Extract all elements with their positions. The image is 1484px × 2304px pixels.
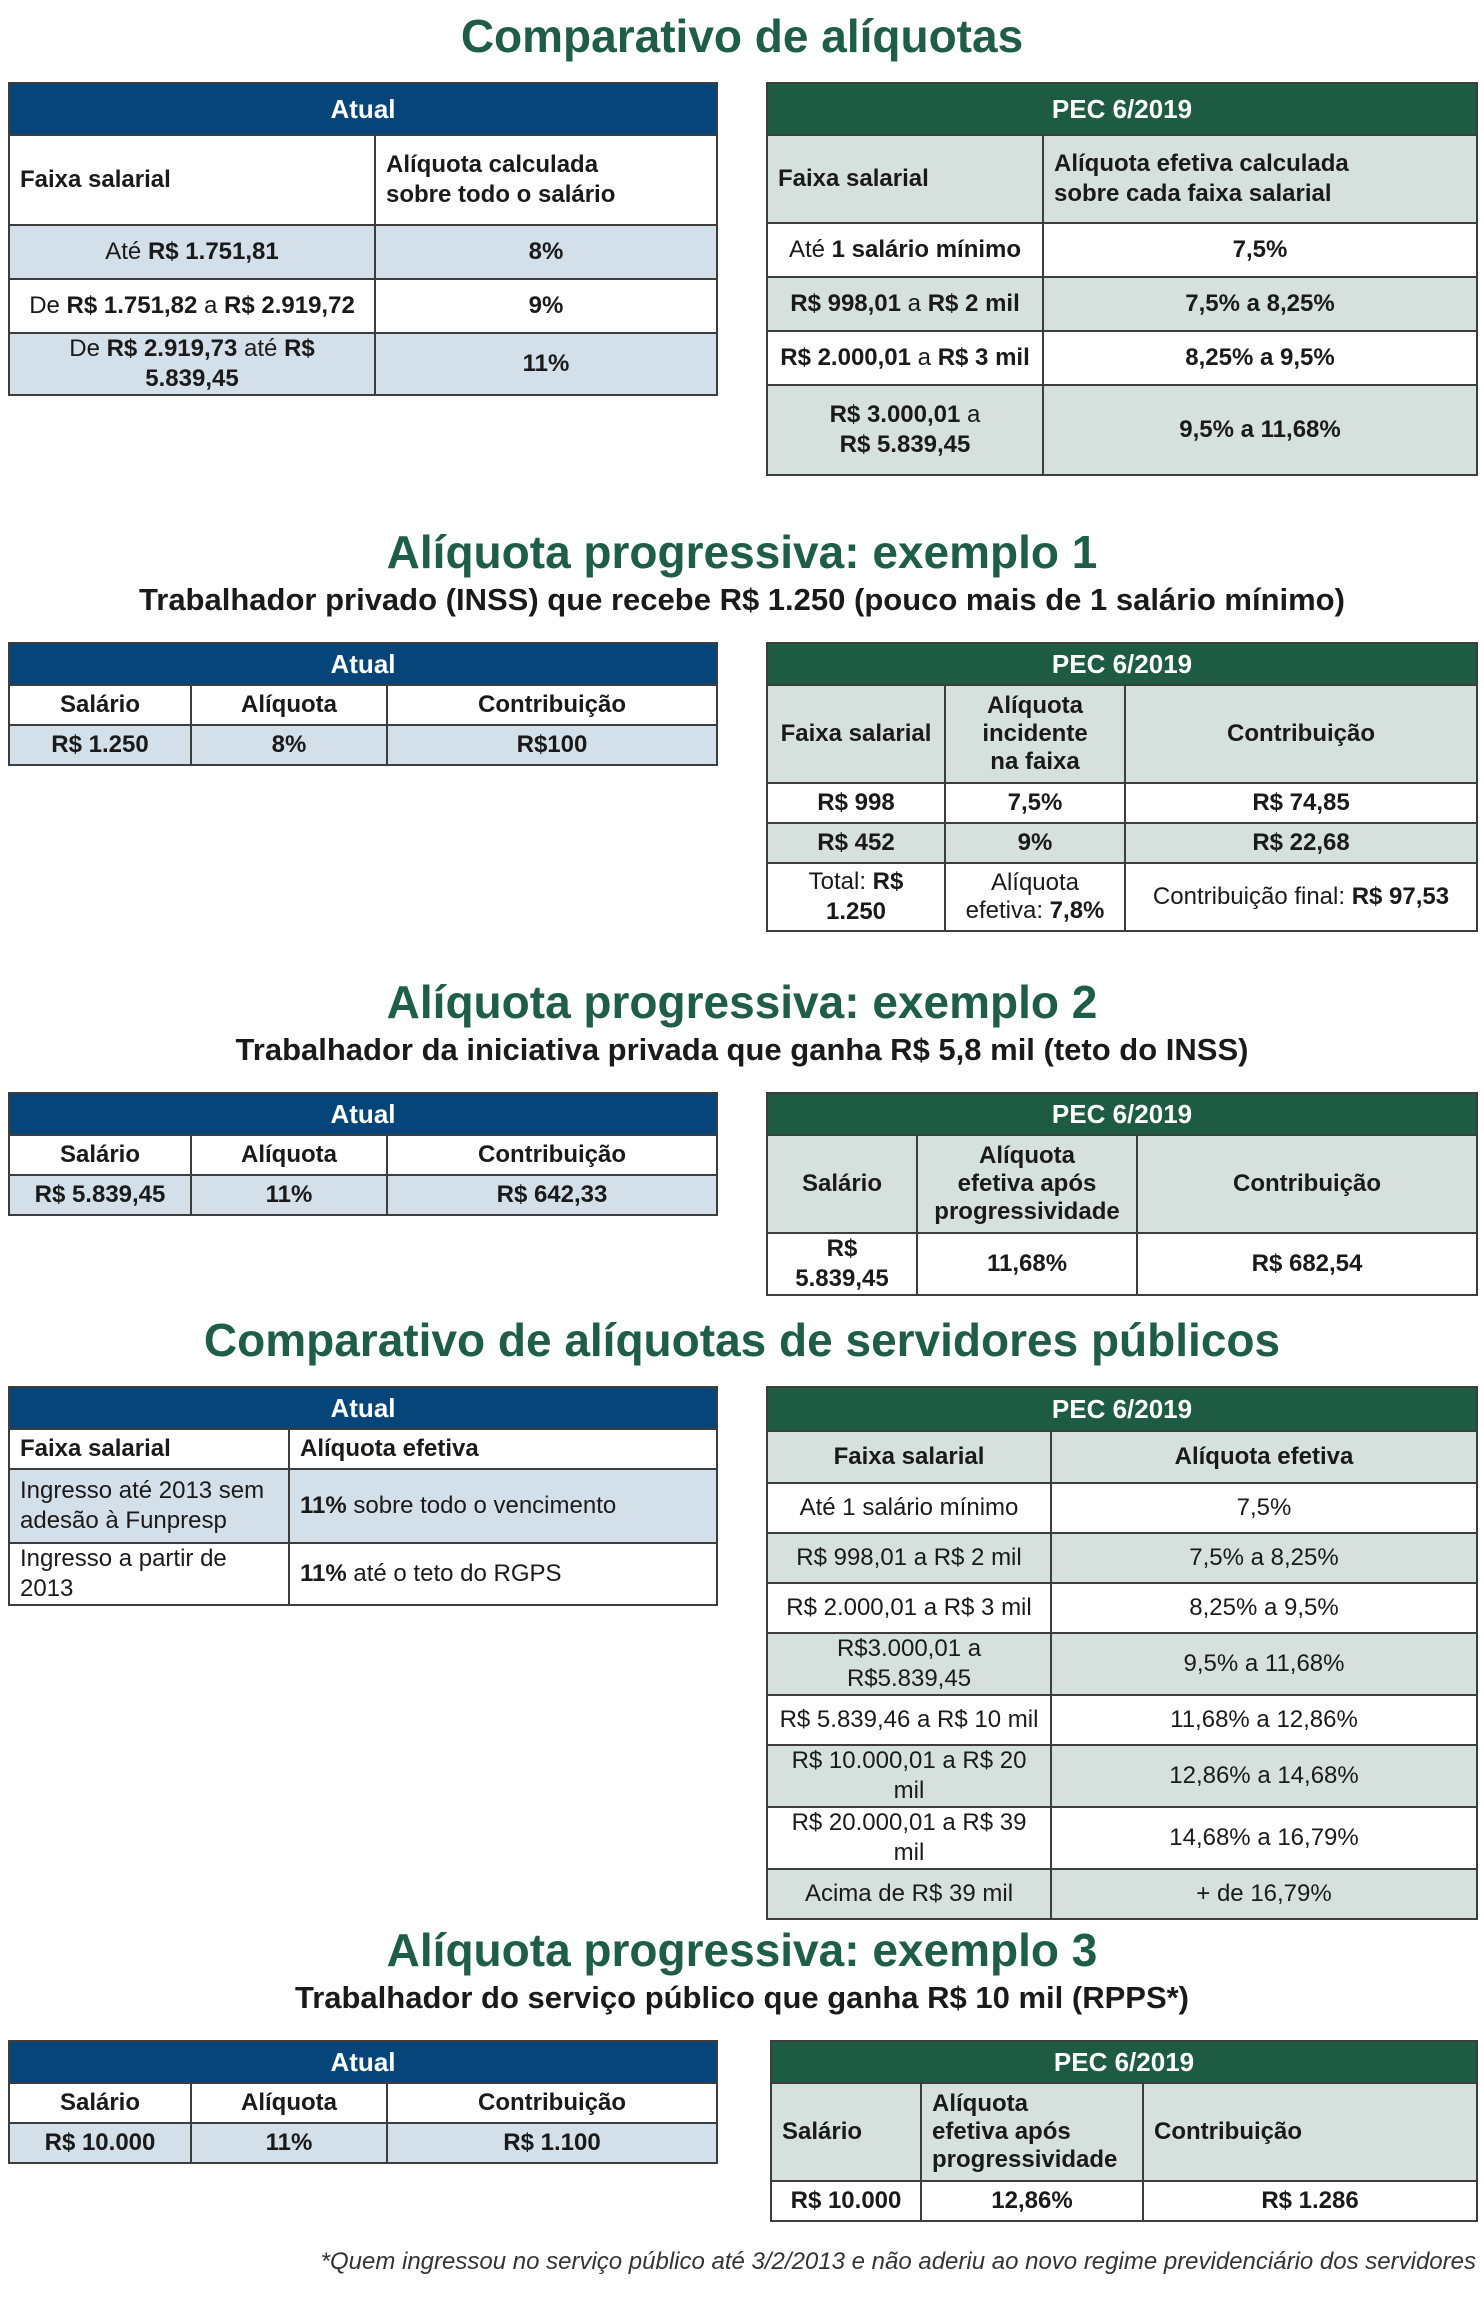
table-atual-servidores (8, 1386, 718, 1606)
table-row-total: Total: R$ 1.250 Alíquota efetiva: 7,8% Contribuição final: R$ 97,53 (767, 863, 1477, 931)
section-subtitle-exemplo-2: Trabalhador da iniciativa privada que ganha R$ 5,8 mil (teto do INSS) (235, 1032, 1249, 1067)
table-atual-exemplo-2 (8, 1092, 718, 1216)
column-header-salario: Salário (9, 2083, 191, 2123)
section-title-comparativo: Comparativo de alíquotas (460, 10, 1024, 62)
section-title-exemplo-2: Alíquota progressiva: exemplo 2 (386, 976, 1098, 1028)
table-row: Ingresso a partir de 2013 11% até o teto do RGPS (9, 1543, 717, 1605)
column-header-contribuicao: Contribuição (387, 1135, 717, 1175)
column-header-faixa: Faixa salarial (767, 135, 1043, 223)
table-header-atual: Atual (9, 83, 717, 135)
table-row: Ingresso até 2013 sem adesão à Funpresp 11% sobre todo o vencimento (9, 1469, 717, 1543)
section-subtitle-exemplo-3: Trabalhador do serviço público que ganha R$ 10 mil (RPPS*) (294, 1980, 1190, 2015)
table-row: De R$ 1.751,82 a R$ 2.919,72 9% (9, 279, 717, 333)
table-pec-exemplo-2 (766, 1092, 1478, 1296)
table-pec-aliquotas (766, 82, 1478, 476)
table-row: De R$ 2.919,73 até R$ 5.839,45 11% (9, 333, 717, 395)
table-header-pec: PEC 6/2019 (767, 1387, 1477, 1431)
column-header-faixa: Faixa salarial (9, 135, 375, 225)
table-row: R$ 998,01 a R$ 2 mil 7,5% a 8,25% (767, 1533, 1477, 1583)
section-title-servidores: Comparativo de alíquotas de servidores públicos (203, 1314, 1281, 1366)
table-atual-exemplo-3 (8, 2040, 718, 2164)
column-header-aliquota: Alíquota efetiva após progressividade (921, 2083, 1143, 2181)
column-header-aliquota: Alíquota efetiva (289, 1429, 717, 1469)
table-row: R$ 2.000,01 a R$ 3 mil 8,25% a 9,5% (767, 1583, 1477, 1633)
table-row: R$ 452 9% R$ 22,68 (767, 823, 1477, 863)
section-title-exemplo-3: Alíquota progressiva: exemplo 3 (386, 1924, 1098, 1976)
table-header-atual: Atual (9, 2041, 717, 2083)
table-header-pec: PEC 6/2019 (767, 1093, 1477, 1135)
table-header-pec: PEC 6/2019 (771, 2041, 1477, 2083)
table-pec-servidores (766, 1386, 1478, 1920)
table-row: R$ 10.000 11% R$ 1.100 (9, 2123, 717, 2163)
column-header-salario: Salário (767, 1135, 917, 1233)
table-header-atual: Atual (9, 1093, 717, 1135)
column-header-salario: Salário (771, 2083, 921, 2181)
table-row: Até R$ 1.751,81 8% (9, 225, 717, 279)
column-header-contribuicao: Contribuição (1143, 2083, 1477, 2181)
table-row: R$ 1.250 8% R$100 (9, 725, 717, 765)
column-header-aliquota: Alíquota efetiva calculada sobre cada faixa salarial (1043, 135, 1477, 223)
table-row: R$ 998,01 a R$ 2 mil 7,5% a 8,25% (767, 277, 1477, 331)
column-header-aliquota: Alíquota efetiva após progressividade (917, 1135, 1137, 1233)
table-header-pec: PEC 6/2019 (767, 83, 1477, 135)
column-header-faixa: Faixa salarial (9, 1429, 289, 1469)
section-subtitle-exemplo-1: Trabalhador privado (INSS) que recebe R$ 1.250 (pouco mais de 1 salário mínimo) (139, 582, 1345, 617)
column-header-aliquota: Alíquota (191, 685, 387, 725)
table-header-atual: Atual (9, 1387, 717, 1429)
column-header-aliquota: Alíquota incidente na faixa (945, 685, 1125, 783)
column-header-salario: Salário (9, 1135, 191, 1175)
table-atual-aliquotas (8, 82, 718, 396)
table-header-atual: Atual (9, 643, 717, 685)
column-header-aliquota: Alíquota calculada sobre todo o salário (375, 135, 717, 225)
table-row: Até 1 salário mínimo 7,5% (767, 223, 1477, 277)
table-row: R$ 10.000 12,86% R$ 1.286 (771, 2181, 1477, 2221)
table-row: R$ 5.839,45 11% R$ 642,33 (9, 1175, 717, 1215)
column-header-aliquota: Alíquota efetiva (1051, 1431, 1477, 1483)
table-row: R$ 998 7,5% R$ 74,85 (767, 783, 1477, 823)
column-header-contribuicao: Contribuição (387, 685, 717, 725)
table-row: R$ 2.000,01 a R$ 3 mil 8,25% a 9,5% (767, 331, 1477, 385)
section-title-exemplo-1: Alíquota progressiva: exemplo 1 (386, 526, 1098, 578)
table-row: R$ 3.000,01 a R$ 5.839,45 9,5% a 11,68% (767, 385, 1477, 475)
table-row: Até 1 salário mínimo 7,5% (767, 1483, 1477, 1533)
footnote: *Quem ingressou no serviço público até 3/2/2013 e não aderiu ao novo regime previdenciário dos servidores (320, 2248, 1476, 2275)
table-row: R$ 20.000,01 a R$ 39 mil 14,68% a 16,79% (767, 1807, 1477, 1869)
table-atual-exemplo-1 (8, 642, 718, 766)
column-header-aliquota: Alíquota (191, 2083, 387, 2123)
table-header-pec: PEC 6/2019 (767, 643, 1477, 685)
column-header-salario: Salário (9, 685, 191, 725)
table-row: R$ 5.839,45 11,68% R$ 682,54 (767, 1233, 1477, 1295)
table-pec-exemplo-1 (766, 642, 1478, 932)
column-header-contribuicao: Contribuição (387, 2083, 717, 2123)
column-header-aliquota: Alíquota (191, 1135, 387, 1175)
table-row: R$ 10.000,01 a R$ 20 mil 12,86% a 14,68% (767, 1745, 1477, 1807)
column-header-contribuicao: Contribuição (1137, 1135, 1477, 1233)
table-row: Acima de R$ 39 mil + de 16,79% (767, 1869, 1477, 1919)
table-pec-exemplo-3 (770, 2040, 1478, 2222)
column-header-contribuicao: Contribuição (1125, 685, 1477, 783)
table-row: R$ 5.839,46 a R$ 10 mil 11,68% a 12,86% (767, 1695, 1477, 1745)
table-row: R$3.000,01 a R$5.839,45 9,5% a 11,68% (767, 1633, 1477, 1695)
column-header-faixa: Faixa salarial (767, 685, 945, 783)
column-header-faixa: Faixa salarial (767, 1431, 1051, 1483)
